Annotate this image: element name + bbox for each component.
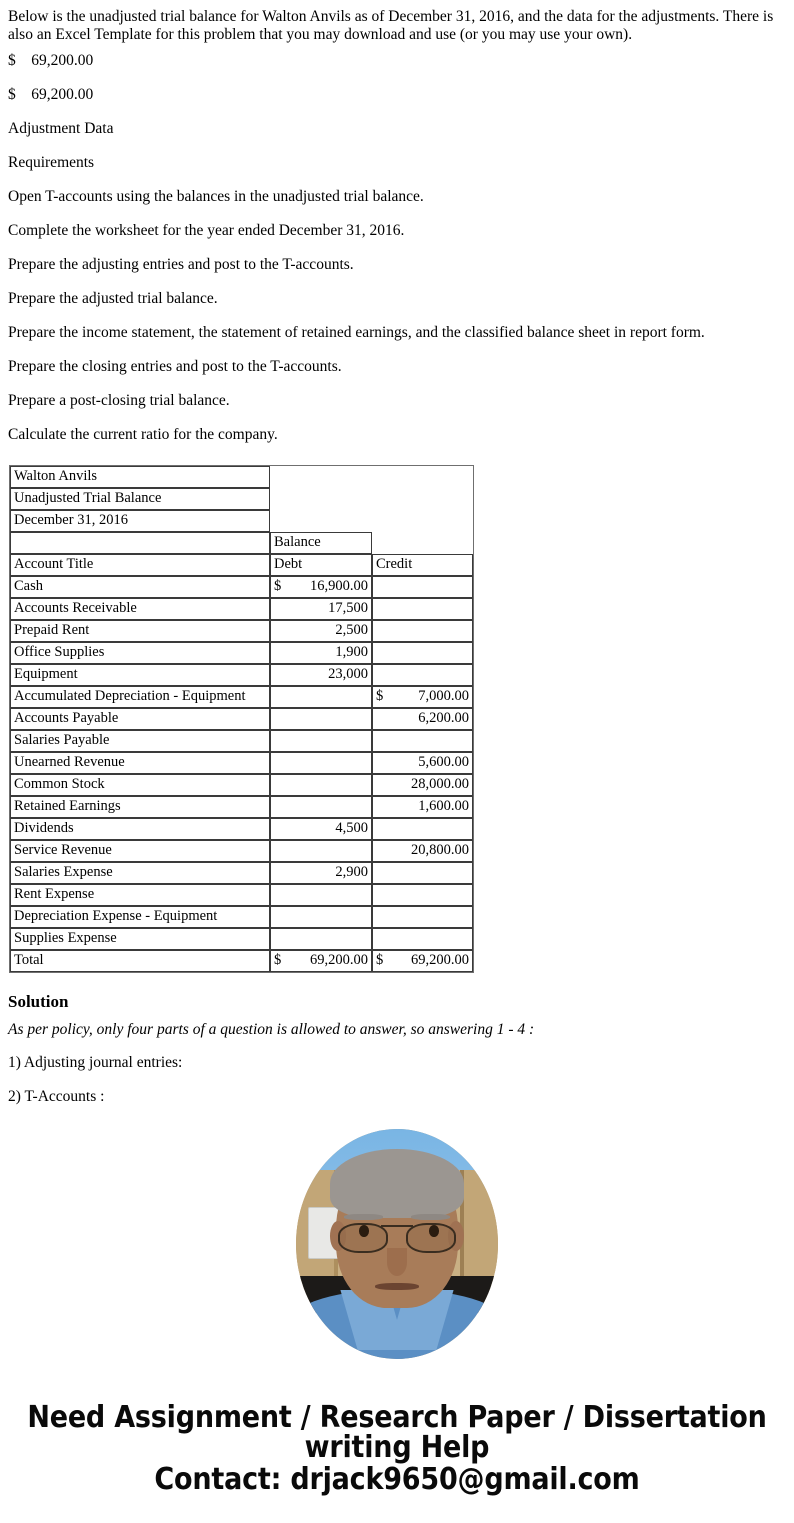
table-row <box>10 576 473 598</box>
table-row <box>10 708 473 730</box>
credit-amount-cell: 6,200.00 <box>372 708 473 730</box>
policy-note: As per policy, only four parts of a question is allowed to answer, so answering 1 - 4 : <box>8 1020 535 1038</box>
debit-amount-cell: 1,900 <box>270 642 372 664</box>
credit-amount-cell <box>372 818 473 840</box>
empty-cell <box>10 532 270 554</box>
account-title-cell: Accounts Payable <box>10 708 270 730</box>
credit-amount-cell <box>372 730 473 752</box>
table-row <box>10 862 473 884</box>
amount-line-1: $ 69,200.00 <box>8 52 94 70</box>
account-title-cell: Office Supplies <box>10 642 270 664</box>
amount-value: 69,200.00 <box>411 951 469 968</box>
table-row <box>10 774 473 796</box>
credit-amount-cell: 28,000.00 <box>372 774 473 796</box>
table-row <box>10 642 473 664</box>
debit-amount-cell <box>270 686 372 708</box>
solution-item-1: 1) Adjusting journal entries: <box>8 1054 183 1072</box>
account-title-cell: Retained Earnings <box>10 796 270 818</box>
debit-amount-cell <box>270 884 372 906</box>
header-credit: Credit <box>372 554 473 576</box>
empty-cell <box>372 510 473 532</box>
table-row-group-header <box>10 532 473 554</box>
credit-amount-cell: 5,600.00 <box>372 752 473 774</box>
photo-hair <box>330 1149 463 1218</box>
requirement-item-8: Calculate the current ratio for the company. <box>8 426 278 444</box>
account-title-cell: Accounts Receivable <box>10 598 270 620</box>
account-title-cell: Rent Expense <box>10 884 270 906</box>
statement-date-cell: December 31, 2016 <box>10 510 270 532</box>
empty-cell <box>372 532 473 554</box>
credit-amount-cell <box>372 928 473 950</box>
table-row-date <box>10 510 473 532</box>
table-row <box>10 730 473 752</box>
table-row <box>10 818 473 840</box>
credit-amount-cell <box>372 950 473 972</box>
photo-eyebrow-right <box>411 1214 449 1220</box>
account-title-cell: Depreciation Expense - Equipment <box>10 906 270 928</box>
account-title-cell: Prepaid Rent <box>10 620 270 642</box>
debit-amount-cell <box>270 796 372 818</box>
table-row-company <box>10 466 473 488</box>
debit-amount-cell <box>270 906 372 928</box>
promo-line-2: writing Help <box>304 1429 490 1465</box>
account-title-cell: Salaries Expense <box>10 862 270 884</box>
amount-value: 7,000.00 <box>418 687 469 704</box>
intro-paragraph: Below is the unadjusted trial balance for Walton Anvils as of December 31, 2016, and the data for the adjustments. There is also an Excel Template for this problem that you may download and use (or you may use your own). <box>8 8 774 44</box>
requirement-item-4: Prepare the adjusted trial balance. <box>8 290 218 308</box>
account-title-cell: Common Stock <box>10 774 270 796</box>
credit-amount-cell: 20,800.00 <box>372 840 473 862</box>
currency-symbol: $ <box>376 687 384 704</box>
credit-amount-cell <box>372 576 473 598</box>
credit-amount-cell <box>372 686 473 708</box>
credit-amount-cell <box>372 664 473 686</box>
amount-value: 16,900.00 <box>310 577 368 594</box>
header-debit: Debt <box>270 554 372 576</box>
account-title-cell: Unearned Revenue <box>10 752 270 774</box>
table-row <box>10 752 473 774</box>
debit-amount-cell: 17,500 <box>270 598 372 620</box>
credit-amount-cell <box>372 906 473 928</box>
profile-photo-section <box>0 1115 794 1359</box>
table-row <box>10 598 473 620</box>
currency-symbol: $ <box>274 577 282 594</box>
empty-cell <box>270 466 372 488</box>
table-row <box>10 928 473 950</box>
account-title-cell: Equipment <box>10 664 270 686</box>
balance-group-header-cell: Balance <box>270 532 372 554</box>
debit-amount-cell: 2,500 <box>270 620 372 642</box>
account-title-cell: Total <box>10 950 270 972</box>
account-title-cell: Cash <box>10 576 270 598</box>
debit-amount-cell <box>270 928 372 950</box>
empty-cell <box>270 510 372 532</box>
table-row <box>10 840 473 862</box>
empty-cell <box>372 488 473 510</box>
table-row <box>10 884 473 906</box>
credit-amount-cell <box>372 862 473 884</box>
credit-amount-cell: 1,600.00 <box>372 796 473 818</box>
account-title-cell: Supplies Expense <box>10 928 270 950</box>
statement-name-cell: Unadjusted Trial Balance <box>10 488 270 510</box>
promo-line-3: Contact: drjack9650@gmail.com <box>154 1461 640 1497</box>
company-name-cell: Walton Anvils <box>10 466 270 488</box>
currency-symbol: $ <box>274 951 282 968</box>
account-title-cell: Dividends <box>10 818 270 840</box>
requirement-item-3: Prepare the adjusting entries and post to the T-accounts. <box>8 256 354 274</box>
photo-eyebrow-left <box>344 1214 382 1220</box>
debit-amount-cell: 2,900 <box>270 862 372 884</box>
photo-glasses-bridge <box>381 1225 413 1227</box>
table-row <box>10 796 473 818</box>
table-row <box>10 906 473 928</box>
debit-amount-cell: 23,000 <box>270 664 372 686</box>
trial-balance-table <box>9 465 474 973</box>
amount-line-2: $ 69,200.00 <box>8 86 94 104</box>
photo-mouth <box>375 1283 419 1290</box>
credit-amount-cell <box>372 642 473 664</box>
credit-amount-cell <box>372 884 473 906</box>
table-row-column-headers <box>10 554 473 576</box>
photo-nose <box>387 1248 407 1276</box>
photo-eye-left <box>359 1225 369 1237</box>
debit-amount-cell <box>270 730 372 752</box>
currency-symbol: $ <box>376 951 384 968</box>
debit-amount-cell: 4,500 <box>270 818 372 840</box>
account-title-cell: Accumulated Depreciation - Equipment <box>10 686 270 708</box>
debit-amount-cell <box>270 840 372 862</box>
header-account-title: Account Title <box>10 554 270 576</box>
promo-line-1: Need Assignment / Research Paper / Dissertation <box>27 1399 767 1435</box>
debit-amount-cell <box>270 774 372 796</box>
requirement-item-5: Prepare the income statement, the statement of retained earnings, and the classified balance sheet in report form. <box>8 324 705 342</box>
table-row-total <box>10 950 473 972</box>
solution-item-2: 2) T-Accounts : <box>8 1088 105 1106</box>
requirement-item-6: Prepare the closing entries and post to the T-accounts. <box>8 358 342 376</box>
avatar <box>296 1129 498 1359</box>
amount-value: 69,200.00 <box>310 951 368 968</box>
table-row <box>10 620 473 642</box>
promo-banner <box>0 1359 794 1495</box>
table-row-statement <box>10 488 473 510</box>
credit-amount-cell <box>372 598 473 620</box>
trial-balance-table-wrapper <box>0 453 794 973</box>
account-title-cell: Salaries Payable <box>10 730 270 752</box>
debit-amount-cell <box>270 752 372 774</box>
debit-amount-cell <box>270 950 372 972</box>
debit-amount-cell <box>270 576 372 598</box>
requirement-item-7: Prepare a post-closing trial balance. <box>8 392 230 410</box>
debit-amount-cell <box>270 708 372 730</box>
requirements-heading: Requirements <box>8 154 95 172</box>
empty-cell <box>372 466 473 488</box>
account-title-cell: Service Revenue <box>10 840 270 862</box>
table-row <box>10 686 473 708</box>
table-row <box>10 664 473 686</box>
credit-amount-cell <box>372 620 473 642</box>
adjustment-data-heading: Adjustment Data <box>8 120 114 138</box>
requirement-item-2: Complete the worksheet for the year ended December 31, 2016. <box>8 222 405 240</box>
solution-heading: Solution <box>8 991 69 1011</box>
empty-cell <box>270 488 372 510</box>
requirement-item-1: Open T-accounts using the balances in the unadjusted trial balance. <box>8 188 424 206</box>
